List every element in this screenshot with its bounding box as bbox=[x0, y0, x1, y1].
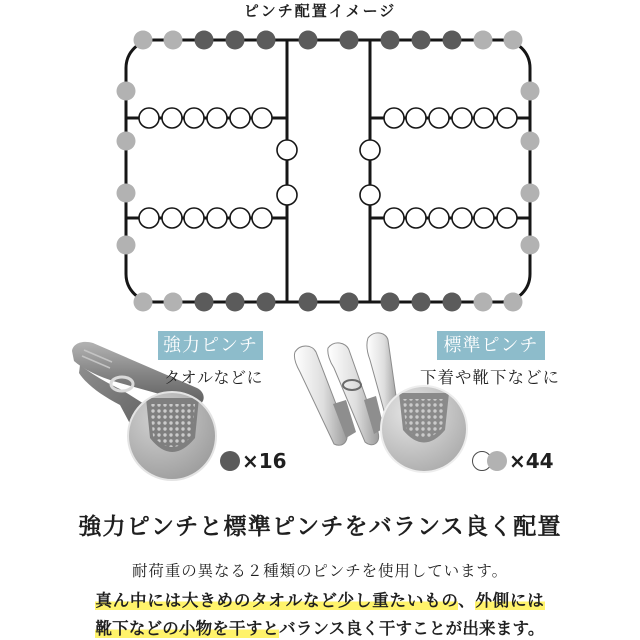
standard-pinch-white-dot bbox=[230, 108, 250, 128]
plain-text: バランス良く干すことが出来ます。 bbox=[279, 619, 545, 638]
standard-pinch-gray-dot bbox=[117, 236, 136, 255]
highlighted-text: 外側には bbox=[475, 591, 545, 610]
strong-pinch-dot bbox=[299, 293, 318, 312]
standard-pinch-gray-dot bbox=[521, 82, 540, 101]
standard-pinch-white-dot bbox=[497, 208, 517, 228]
standard-pinch-white-dot bbox=[139, 108, 159, 128]
strong-pinch-dot bbox=[443, 31, 462, 50]
standard-pinch-gray-dot bbox=[504, 31, 523, 50]
standard-pinch-gray-dot bbox=[474, 293, 493, 312]
standard-pinch-white-dot bbox=[474, 108, 494, 128]
standard-pinch-count: ×44 bbox=[509, 449, 554, 473]
strong-pinch-dot bbox=[195, 293, 214, 312]
standard-pinch-white-dot bbox=[384, 208, 404, 228]
standard-pinch-gray-dot bbox=[504, 293, 523, 312]
body-line-2 bbox=[0, 590, 640, 611]
standard-pinch-grip-closeup bbox=[381, 386, 467, 472]
standard-pinch-gray-dot bbox=[134, 293, 153, 312]
diagram-title: ピンチ配置イメージ bbox=[243, 2, 397, 20]
strong-pinch-dot bbox=[443, 293, 462, 312]
strong-pinch-count: ×16 bbox=[242, 449, 287, 473]
standard-pinch-white-dot bbox=[252, 108, 272, 128]
standard-pinch-white-dot bbox=[474, 208, 494, 228]
standard-pinch-white-dot bbox=[207, 108, 227, 128]
highlighted-text: 靴下などの小物を干すと bbox=[95, 619, 280, 638]
standard-pinch-gray-dot bbox=[164, 293, 183, 312]
standard-pinch-badge: 標準ピンチ bbox=[437, 331, 545, 360]
standard-pinch-white-dot bbox=[277, 185, 297, 205]
standard-pinch-white-dot bbox=[497, 108, 517, 128]
standard-pinch-white-dot bbox=[207, 208, 227, 228]
standard-pinch-gray-dot bbox=[521, 132, 540, 151]
strong-pinch-dot bbox=[195, 31, 214, 50]
strong-pinch-dot bbox=[381, 293, 400, 312]
strong-pinch-dot bbox=[257, 293, 276, 312]
strong-pinch-usage: タオルなどに bbox=[164, 368, 264, 387]
body-line-1: 耐荷重の異なる２種類のピンチを使用しています。 bbox=[132, 562, 508, 580]
strong-pinch-dot bbox=[226, 293, 245, 312]
standard-pinch-white-dot bbox=[360, 185, 380, 205]
standard-pinch-usage: 下着や靴下などに bbox=[420, 368, 560, 387]
standard-pinch-white-dot bbox=[162, 108, 182, 128]
strong-pinch-dot bbox=[412, 31, 431, 50]
strong-pinch-badge: 強力ピンチ bbox=[158, 331, 263, 360]
standard-pinch-white-dot bbox=[162, 208, 182, 228]
strong-pinch-dot bbox=[340, 293, 359, 312]
strong-pinch-grip-closeup bbox=[128, 392, 216, 480]
standard-pinch-white-dot bbox=[384, 108, 404, 128]
standard-pinch-white-dot bbox=[184, 208, 204, 228]
standard-pinch-white-dot bbox=[139, 208, 159, 228]
standard-pinch-white-dot bbox=[360, 140, 380, 160]
gray-dot-icon bbox=[487, 451, 507, 471]
standard-pinch-white-dot bbox=[277, 140, 297, 160]
standard-pinch-white-dot bbox=[452, 108, 472, 128]
standard-pinch-white-dot bbox=[184, 108, 204, 128]
standard-pinch-gray-dot bbox=[474, 31, 493, 50]
strong-pinch-dot bbox=[381, 31, 400, 50]
dark-dot-icon bbox=[220, 451, 240, 471]
standard-pinch-white-dot bbox=[429, 108, 449, 128]
standard-pinch-gray-dot bbox=[164, 31, 183, 50]
section-heading: 強力ピンチと標準ピンチをバランス良く配置 bbox=[78, 514, 562, 540]
highlighted-text: 真ん中には大きめのタオルなど少し重たいもの bbox=[95, 591, 459, 610]
plain-text: 、 bbox=[458, 591, 476, 610]
standard-pinch-white-dot bbox=[406, 108, 426, 128]
standard-pinch-gray-dot bbox=[117, 132, 136, 151]
standard-pinch-white-dot bbox=[452, 208, 472, 228]
strong-pinch-dot bbox=[299, 31, 318, 50]
standard-pinch-gray-dot bbox=[117, 184, 136, 203]
standard-pinch-gray-dot bbox=[117, 82, 136, 101]
body-line-3 bbox=[0, 618, 640, 639]
strong-pinch-dot bbox=[340, 31, 359, 50]
standard-pinch-white-dot bbox=[406, 208, 426, 228]
standard-pinch-white-dot bbox=[429, 208, 449, 228]
strong-pinch-dot bbox=[257, 31, 276, 50]
strong-pinch-dot bbox=[412, 293, 431, 312]
strong-pinch-photo bbox=[72, 342, 216, 480]
standard-pinch-gray-dot bbox=[521, 236, 540, 255]
standard-pinch-white-dot bbox=[230, 208, 250, 228]
strong-pinch-dot bbox=[226, 31, 245, 50]
hanger-frame bbox=[126, 40, 530, 302]
standard-pinch-gray-dot bbox=[134, 31, 153, 50]
standard-pinch-gray-dot bbox=[521, 184, 540, 203]
standard-pinch-white-dot bbox=[252, 208, 272, 228]
